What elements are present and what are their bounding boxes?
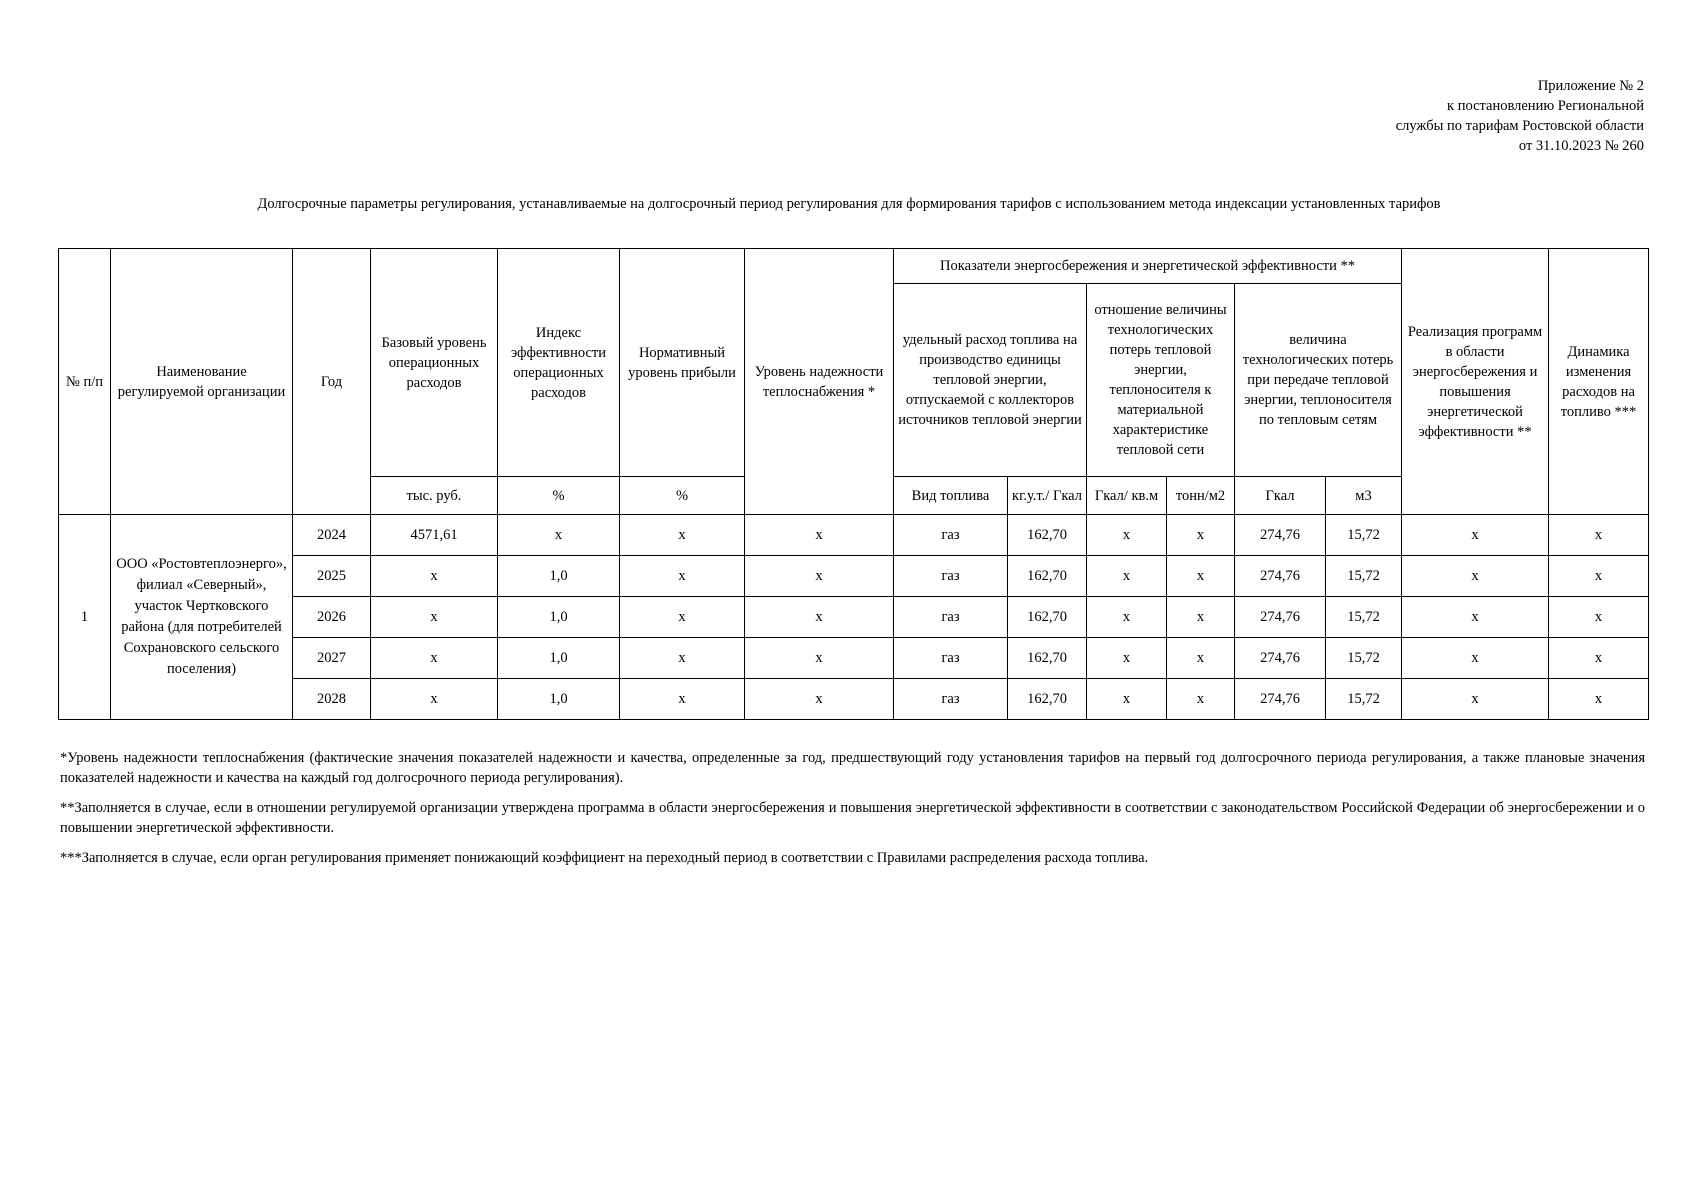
cell-loss-m3: 15,72	[1326, 515, 1402, 556]
unit-index: %	[498, 477, 620, 515]
cell-fuel-rate: 162,70	[1008, 556, 1087, 597]
unit-profit: %	[620, 477, 745, 515]
table-row	[59, 597, 1649, 638]
header-profit: Нормативный уровень прибыли	[620, 249, 745, 477]
document-title: Долгосрочные параметры регулирования, устанавливаемые на долгосрочный период регулирования для формирования тарифов с использованием метода индексации установленных тарифов	[257, 196, 1441, 212]
footnotes	[60, 748, 1645, 878]
cell-base-opex: х	[371, 638, 498, 679]
header-energy-group: Показатели энергосбережения и энергетической эффективности **	[894, 249, 1402, 284]
cell-fuel-type: газ	[894, 556, 1008, 597]
organization-name: ООО «Ростовтеплоэнерго», филиал «Северный», участок Чертковского района (для потребителей Сохрановского сельского поселения)	[111, 515, 293, 720]
header-fuel-rate: удельный расход топлива на производство единицы тепловой энергии, отпускаемой с коллекторов источников тепловой энергии	[894, 284, 1087, 477]
cell-loss-m3: 15,72	[1326, 679, 1402, 720]
cell-loss-gcal: 274,76	[1235, 556, 1326, 597]
cell-fuel-rate: 162,70	[1008, 597, 1087, 638]
header-programs: Реализация программ в области энергосбережения и повышения энергетической эффективности **	[1402, 249, 1549, 515]
unit-gcal: Гкал	[1235, 477, 1326, 515]
cell-year: 2024	[293, 515, 371, 556]
parameters-table	[58, 248, 1649, 720]
cell-reliability: х	[745, 597, 894, 638]
cell-programs: х	[1402, 556, 1549, 597]
unit-fuel-type: Вид топлива	[894, 477, 1008, 515]
cell-loss-m3: 15,72	[1326, 597, 1402, 638]
cell-gcal-per-sqm: х	[1087, 556, 1167, 597]
cell-efficiency-index: 1,0	[498, 597, 620, 638]
cell-reliability: х	[745, 679, 894, 720]
unit-m3: м3	[1326, 477, 1402, 515]
appendix-date-number: от 31.10.2023 № 260	[1518, 138, 1644, 154]
row-number: 1	[59, 515, 111, 720]
cell-loss-gcal: 274,76	[1235, 638, 1326, 679]
cell-ton-per-sqm: х	[1167, 515, 1235, 556]
cell-profit: х	[620, 556, 745, 597]
cell-fuel-dynamics: х	[1549, 638, 1649, 679]
cell-fuel-dynamics: х	[1549, 556, 1649, 597]
cell-fuel-type: газ	[894, 597, 1008, 638]
header-reliability: Уровень надежности теплоснабжения *	[745, 249, 894, 515]
cell-programs: х	[1402, 597, 1549, 638]
header-loss-value: величина технологических потерь при передаче тепловой энергии, теплоносителя по тепловым сетям	[1235, 284, 1402, 477]
header-year: Год	[293, 249, 371, 515]
appendix-number: Приложение № 2	[1537, 78, 1644, 94]
cell-profit: х	[620, 515, 745, 556]
unit-ton-per-sqm: тонн/м2	[1167, 477, 1235, 515]
cell-fuel-rate: 162,70	[1008, 515, 1087, 556]
cell-programs: х	[1402, 515, 1549, 556]
cell-fuel-dynamics: х	[1549, 597, 1649, 638]
cell-year: 2028	[293, 679, 371, 720]
table-row	[59, 556, 1649, 597]
cell-base-opex: х	[371, 597, 498, 638]
cell-profit: х	[620, 638, 745, 679]
cell-base-opex: х	[371, 679, 498, 720]
header-efficiency-index: Индекс эффективности операционных расходов	[498, 249, 620, 477]
cell-ton-per-sqm: х	[1167, 597, 1235, 638]
cell-reliability: х	[745, 515, 894, 556]
table-row	[59, 679, 1649, 720]
cell-gcal-per-sqm: х	[1087, 638, 1167, 679]
cell-programs: х	[1402, 679, 1549, 720]
cell-fuel-rate: 162,70	[1008, 638, 1087, 679]
appendix-block	[1124, 76, 1644, 156]
header-num: № п/п	[59, 249, 111, 515]
cell-fuel-rate: 162,70	[1008, 679, 1087, 720]
footnote-fuel-dynamics: ***Заполняется в случае, если орган регулирования применяет понижающий коэффициент на переходный период в соответствии с Правилами распределения расхода топлива.	[60, 850, 1149, 866]
footnote-reliability: *Уровень надежности теплоснабжения (фактические значения показателей надежности и качества, определенные за год, предшествующий году установления тарифов на первый год долгосрочного периода регулирования, а также плановые значения показателей надежности и качества на каждый год долгосрочного периода регулирования).	[60, 750, 1645, 786]
header-fuel-dynamics: Динамика изменения расходов на топливо ***	[1549, 249, 1649, 515]
cell-gcal-per-sqm: х	[1087, 597, 1167, 638]
footnote-energy-program: **Заполняется в случае, если в отношении регулируемой организации утверждена программа в области энергосбережения и повышения энергетической эффективности в соответствии с законодательством Российской Федерации об энергосбережении и о повышении энергетической эффективности.	[60, 800, 1645, 836]
cell-year: 2025	[293, 556, 371, 597]
cell-reliability: х	[745, 638, 894, 679]
unit-base: тыс. руб.	[371, 477, 498, 515]
cell-programs: х	[1402, 638, 1549, 679]
cell-fuel-dynamics: х	[1549, 515, 1649, 556]
cell-ton-per-sqm: х	[1167, 638, 1235, 679]
cell-loss-m3: 15,72	[1326, 556, 1402, 597]
cell-year: 2027	[293, 638, 371, 679]
cell-efficiency-index: 1,0	[498, 638, 620, 679]
cell-profit: х	[620, 597, 745, 638]
table-row	[59, 638, 1649, 679]
cell-gcal-per-sqm: х	[1087, 679, 1167, 720]
cell-loss-gcal: 274,76	[1235, 679, 1326, 720]
cell-profit: х	[620, 679, 745, 720]
unit-fuel: кг.у.т./ Гкал	[1008, 477, 1087, 515]
cell-fuel-type: газ	[894, 679, 1008, 720]
table-row	[59, 515, 1649, 556]
cell-base-opex: 4571,61	[371, 515, 498, 556]
appendix-ref-line: к постановлению Региональной	[1447, 98, 1644, 114]
cell-fuel-type: газ	[894, 515, 1008, 556]
cell-fuel-dynamics: х	[1549, 679, 1649, 720]
cell-ton-per-sqm: х	[1167, 556, 1235, 597]
header-org: Наименование регулируемой организации	[111, 249, 293, 515]
header-loss-ratio: отношение величины технологических потерь тепловой энергии, теплоносителя к материальной характеристике тепловой сети	[1087, 284, 1235, 477]
cell-reliability: х	[745, 556, 894, 597]
cell-efficiency-index: х	[498, 515, 620, 556]
header-base-opex: Базовый уровень операционных расходов	[371, 249, 498, 477]
cell-base-opex: х	[371, 556, 498, 597]
cell-efficiency-index: 1,0	[498, 679, 620, 720]
cell-ton-per-sqm: х	[1167, 679, 1235, 720]
cell-efficiency-index: 1,0	[498, 556, 620, 597]
cell-fuel-type: газ	[894, 638, 1008, 679]
cell-loss-m3: 15,72	[1326, 638, 1402, 679]
cell-loss-gcal: 274,76	[1235, 597, 1326, 638]
unit-gcal-per-sqm: Гкал/ кв.м	[1087, 477, 1167, 515]
cell-year: 2026	[293, 597, 371, 638]
cell-loss-gcal: 274,76	[1235, 515, 1326, 556]
cell-gcal-per-sqm: х	[1087, 515, 1167, 556]
appendix-ref-line: службы по тарифам Ростовской области	[1395, 118, 1644, 134]
